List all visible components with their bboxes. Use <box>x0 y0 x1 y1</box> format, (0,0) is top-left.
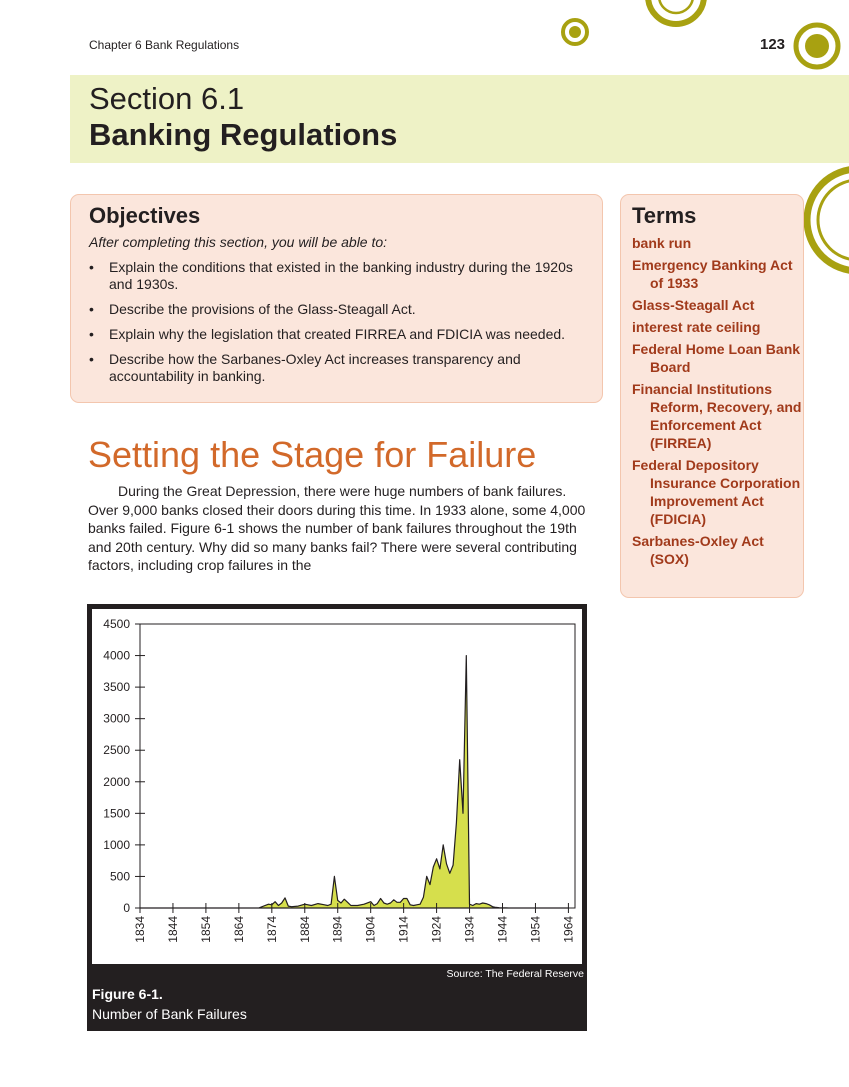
x-tick-label: 1844 <box>165 916 180 943</box>
x-tick-label: 1884 <box>297 916 312 943</box>
x-tick-label: 1854 <box>198 916 213 943</box>
objectives-list <box>89 259 594 393</box>
section-title: Banking Regulations <box>89 117 398 152</box>
x-tick-label: 1894 <box>330 916 345 943</box>
y-tick-label: 1500 <box>103 806 130 821</box>
decor-ring-pagenum <box>796 25 838 67</box>
x-tick-label: 1864 <box>231 916 246 943</box>
term-item: bank run <box>632 235 692 251</box>
figure-6-1 <box>87 604 587 1031</box>
objective-text: • Explain the conditions that existed in the banking industry during the 1920s and 1930s. <box>109 259 573 292</box>
x-tick-label: 1934 <box>462 916 477 943</box>
x-tick-label: 1954 <box>528 916 543 943</box>
decor-ring-small <box>563 20 587 44</box>
term-item: Emergency Banking Act of 1933 <box>632 257 793 291</box>
y-tick-label: 2500 <box>103 743 130 758</box>
x-tick-label: 1944 <box>495 916 510 943</box>
section-banner <box>70 75 849 163</box>
objectives-heading: Objectives <box>89 203 201 228</box>
term-item: Glass-Steagall Act <box>632 297 755 313</box>
x-tick-label: 1904 <box>363 916 378 943</box>
body-paragraph: During the Great Depression, there were huge numbers of bank failures. Over 9,000 banks closed their doors during this time. In 1933 alone, some 4,000 banks failed. Figure 6-1 shows the number of bank failures throughout the 19th and 20th century. Why did so many banks fail? There were several contributing factors, including crop failures in the <box>88 483 586 573</box>
term-item: Federal Home Loan Bank Board <box>632 341 801 375</box>
term-item: Federal Depository Insurance Corporation Improvement Act (FDICIA) <box>632 457 801 527</box>
page-number: 123 <box>760 36 786 53</box>
terms-box <box>620 194 804 598</box>
bank-failures-chart <box>92 609 582 964</box>
x-tick-label: 1914 <box>396 916 411 943</box>
objective-item <box>89 326 594 343</box>
terms-heading: Terms <box>632 203 697 228</box>
chart-background <box>92 609 582 964</box>
figure-caption: Number of Bank Failures <box>92 1006 247 1022</box>
objective-item <box>89 351 594 385</box>
y-tick-label: 4000 <box>103 648 130 663</box>
term-item: interest rate ceiling <box>632 319 761 335</box>
running-head: Chapter 6 Bank Regulations <box>89 38 240 52</box>
x-tick-label: 1924 <box>429 916 444 943</box>
objective-text: • Explain why the legislation that created FIRREA and FDICIA was needed. <box>109 326 566 342</box>
x-tick-label: 1834 <box>133 916 147 943</box>
x-tick-label: 1874 <box>264 916 279 943</box>
decor-ring-top <box>648 0 704 24</box>
terms-list <box>632 234 802 572</box>
y-tick-label: 2000 <box>103 774 130 789</box>
objective-text: • Describe how the Sarbanes-Oxley Act increases transparency and accountability in banking. <box>109 351 521 384</box>
term-item: Sarbanes-Oxley Act (SOX) <box>632 533 764 567</box>
x-tick-label: 1964 <box>561 916 576 943</box>
y-tick-label: 1000 <box>103 837 130 852</box>
section-number: Section 6.1 <box>89 81 245 116</box>
y-tick-label: 500 <box>109 869 130 884</box>
y-tick-label: 3500 <box>103 680 130 695</box>
objectives-box <box>70 194 603 403</box>
figure-source: Source: The Federal Reserve <box>446 968 584 980</box>
y-tick-label: 3000 <box>103 711 130 726</box>
y-tick-label: 4500 <box>103 617 130 631</box>
objectives-intro: After completing this section, you will be able to: <box>89 234 388 250</box>
figure-label: Figure 6-1. <box>92 986 163 1002</box>
y-tick-label: 0 <box>123 901 130 915</box>
section-heading: Setting the Stage for Failure <box>88 434 537 475</box>
objective-item <box>89 301 594 318</box>
term-item: Financial Institutions Reform, Recovery, and Enforcement Act (FIRREA) <box>632 381 802 451</box>
decor-ring-terms <box>807 169 849 271</box>
objective-text: • Describe the provisions of the Glass-Steagall Act. <box>109 301 416 317</box>
objective-item <box>89 259 594 293</box>
